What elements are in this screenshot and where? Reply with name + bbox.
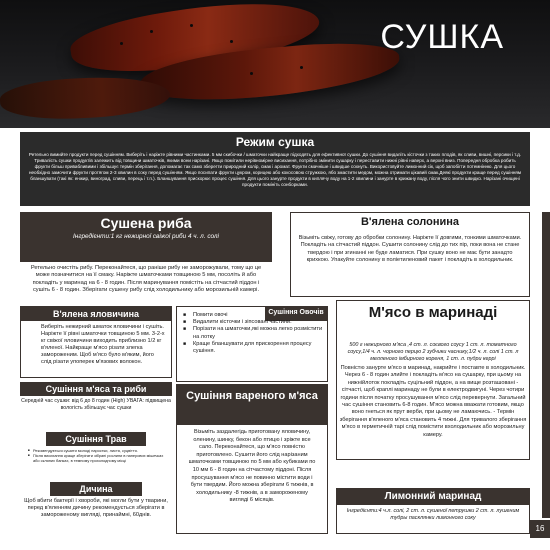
vegetables-list-item: ■ Краще бланшувати для прискорення процесу сушіння. [183, 341, 323, 355]
side-stripe [542, 212, 550, 518]
herbs-list [20, 446, 172, 463]
meat-fish-heading: Сушіння м'яса та риби [45, 384, 147, 394]
boiled-meat-header [177, 385, 327, 425]
marinade-ingredients: 500 г нежирного м'яса ,4 ст. л. соєвого соусу 1 ст. л. томатного соусу,1/4 ч. л. чорного перцю 2 зубчики часнику,1/2 ч. л. солі 1 ст. л мелленого імбирного кореня, 1 ст. л. пудри керрі [347, 342, 519, 362]
lemon-marinade-section [336, 488, 530, 534]
herbs-list-item: ■ Рекомендується сушити молоді паростки, листя, суцвіття. [28, 448, 164, 453]
vegetables-list-item: ■ Порізати на шматочки,які можна легко розмістити на лотку [183, 326, 323, 340]
salted-meat-section [290, 212, 530, 297]
marinade-section [336, 300, 530, 460]
herbs-list-item: ■ Після висихання краще зберігати зібрані рослини в паперових мішечках або скляних банках, в темному прохолодному місці [28, 453, 164, 463]
regime-text: Ретельно вимийте продукти перед сушінням. Виберіть і наріжте рівними частинками. 5 мм скибочки / шматочки найкраще підходять для ефективної сушки. До сушіння видаліть кісточки з таких плодів, як сливи, вишні, персики і т.д. Тривалість сушки продуктів залежить від товщини шматочків, якими вони нарізані. Якщо помітили нерівномірне висихання, потрібно змінити сушарку і переставити нижні рівні наверх, а верхні вниз. Попередня обробка робить фрукти більш привабливими і збільшує термін зберігання, допомагає так само зберегти природний колір, смак і аромат. Фрукти смачніше і швидше сохнуть. Використовуйте лимонний сік, щоб запобігти потемнінню. Для цього необхідно замочити фрукти протягом 2-3 хвилин в соку перед сушінням. Якщо посипати фрукти цукром, корицею або кокосовою стружкою, ябо змастити медом, можна отримати цікавий смак.Деякі продукти краще перед сушінням бланшувати (такі як: енжир, виноград, сливи, перець і т.п.). Бланшування прискорює процес сушіння. Для цього занурте продукти в киплячу воду на 1-2 хвилини і занурте в крижану воду, після чого знити швидко. Нарізані очищені продукти помініть сонборками. [28, 152, 522, 187]
jerky-beef-text: Виберіть нежирний шматок яловичини і сушіть. Наріжте її рівні шматочки товщиною 5 мм. 3-2-х кг свіжої яловичини виходить приблизно 1/2 кг в'яленої. Найкраще м'ясо різати злегка замороженим. Щоб м'ясо було м'яким, його слід різати упоперек м'язових волокон. [41, 324, 165, 365]
herbs-section [20, 432, 172, 482]
meat-fish-header [20, 382, 172, 396]
pepper-grain [230, 40, 233, 43]
fish-text: Ретельно очистіть рибу. Переконайтеся, що раніше рибу не заморожували, тому що це може позначитися на її смаку. Наріжте шматочками товщиною 5 мм, посоліть й або покладіть у маринад на 6 - 8 годин. Після маринування помістіть на сітчастий піддон і сушіть 6 - 8 годин. Зберігати сушену рибу слід холодильнику або морозильній камері. [30, 265, 262, 294]
boiled-meat-section [176, 384, 328, 534]
pepper-grain [250, 72, 253, 75]
game-heading: Дичина [79, 484, 113, 494]
lemon-marinade-header [337, 489, 529, 505]
page-title: СУШКА [380, 18, 504, 56]
page-number: 16 [530, 520, 550, 538]
fish-section-body [26, 265, 266, 301]
marinade-text: Повністю занурте м'ясо в маринад, накрийте і поставте в холодильник. Через 6 - 8 годин злийте і покладіть м'ясо на сушарку, при цьому на нижнійлоток покладіть суцільний піддон, а на вище розташовані - сітчасті, щоб краплі маринаду не були в електродвигуні. Через чотири години після початку просушування м'ясо слід перевернути. Загальний час сушіння становить 6-8 годин. М'ясо можна вважати готовим, якщо воно гнеться як прут верби, при цьому не ламаючись. - Термін зберігання в'яленого м'яса становить 4 тижні. Для тривалого зберігання м'ясо в герметичній тарі слід помістити вхолодильник або морозильну камеру. [339, 365, 527, 438]
marinade-heading: М'ясо в маринаді [368, 304, 498, 321]
jerky-beef-section [20, 306, 172, 378]
marinade-header [337, 301, 529, 339]
pepper-grain [190, 24, 193, 27]
salted-meat-text: Візьміть свіжу, готову до обробки солонину. Наріжте її довгими, тонкими шматочками. Покладіть на сітчастий піддон. Сушити солонину слід до тих пір, поки вона не стане твердою і при згинанні не буде ламатися. При сушку воно не має бути занадто крихкою. Упакуйте солонину в поліетиленовий пакет і покладіть в холодильник. [298, 235, 522, 264]
game-section [20, 482, 172, 534]
jerky-piece [0, 74, 171, 123]
game-text: Щоб вбити бактерії і хвороби, які могли бути у тварини, перед в'яленням дичину рекомендується зберігати в замороженому вигляді, принаймні, 60днів. [24, 498, 168, 518]
regime-section [20, 132, 530, 206]
herbs-header [46, 432, 146, 446]
boiled-meat-heading: Сушіння вареного м'яса [186, 390, 318, 402]
salted-meat-header [291, 213, 529, 233]
header-photo [0, 0, 550, 128]
game-header [50, 482, 142, 496]
boiled-meat-text: Візьміть заздалегідь приготовану яловичину, оленину, шинку, бекон або птицю і зріжте все сало. Переконайтеся, що м'ясо повністю приготовлено. Сушити його слід нарізаним шматочками товщиною по 5 мм або кубиками по 10 мм 6 - 8 годин на сітчастому піддоні. Після просушування м'ясо не повинно містити води і бути твердим. Його можна зберігати 6 тижнів, в холодильнику -8 тижнів, а в замороженому вигляді 6 місяців. [188, 429, 316, 504]
meat-fish-section [20, 382, 172, 432]
herbs-heading: Сушіння Трав [65, 434, 127, 444]
vegetables-list [177, 307, 327, 355]
salted-meat-heading: В'ялена солонина [360, 216, 460, 228]
fish-section-header [20, 212, 272, 262]
lemon-marinade-ingredients: Інгредієнти:4 ч.л. солі, 2 ст. л. сушеної петрушки 2 ст. л. лушеним тудры пасклянки лимонного соку [346, 508, 520, 521]
fish-ingredients: Інгредієнти:1 кг нежирної свіжої риби 4 ч. л. солі [73, 233, 219, 240]
meat-fish-text: Середній час сушки: від 6 до 8 годин (High) УВАГА: підвищена вологість збільшує час сушки [21, 398, 171, 411]
pepper-grain [120, 42, 123, 45]
vegetables-section [176, 306, 328, 382]
vegetables-list-item: ■ Видалити кісточки і зіпсовані частини. [183, 319, 323, 326]
jerky-beef-header [21, 307, 171, 321]
regime-heading: Режим сушка [235, 135, 315, 149]
lemon-marinade-heading: Лимонний маринад [384, 491, 482, 502]
pepper-grain [150, 30, 153, 33]
jerky-beef-heading: В'ялена яловичина [52, 309, 140, 319]
fish-heading: Сушена риба [100, 215, 192, 231]
vegetables-list-item: ■ Помити овочі [183, 312, 323, 319]
pepper-grain [300, 66, 303, 69]
vegetables-heading: Сушіння Овочів [268, 309, 324, 316]
